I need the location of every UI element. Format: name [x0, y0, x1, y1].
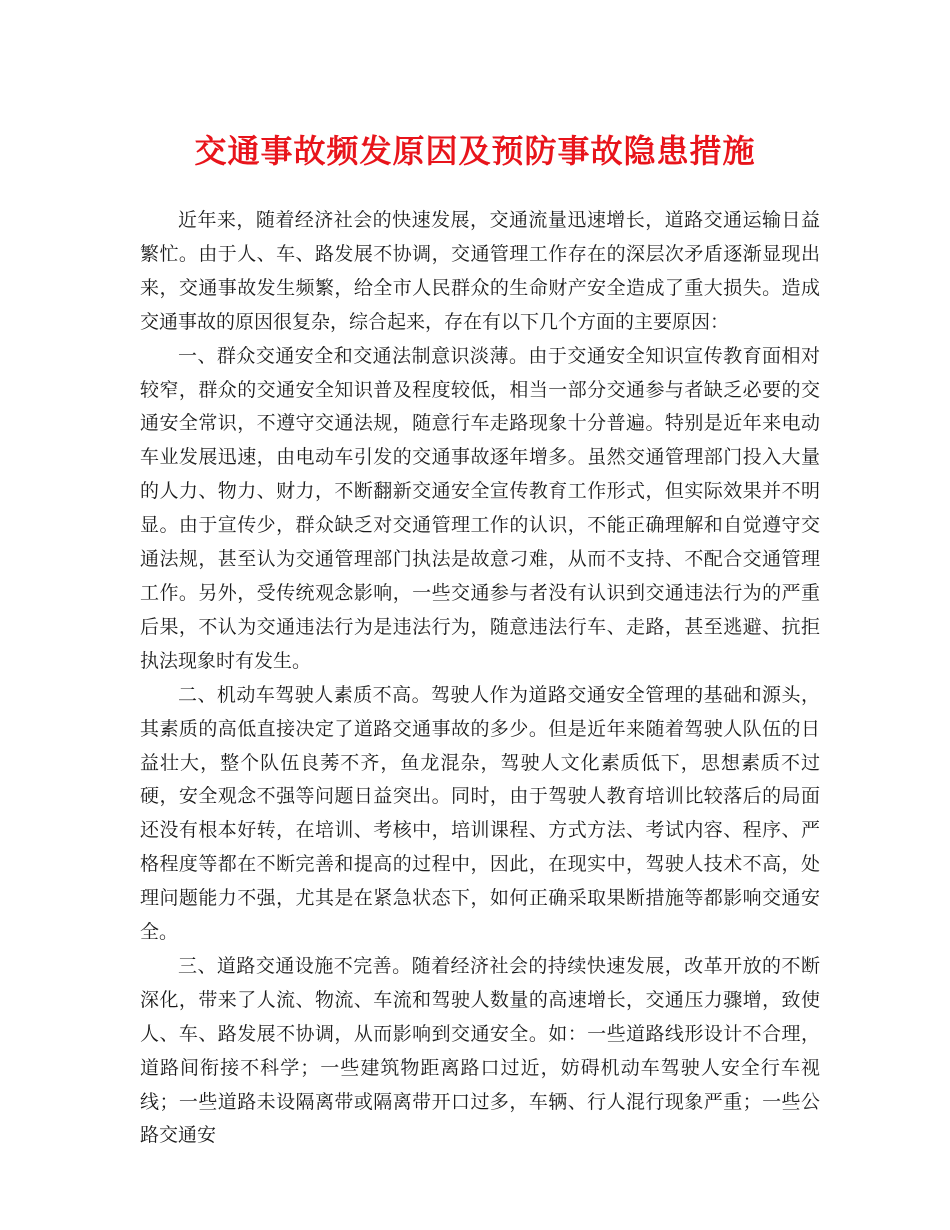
document-title: 交通事故频发原因及预防事故隐患措施	[194, 132, 756, 170]
document-body	[140, 204, 820, 1153]
reason-three-paragraph: 三、道路交通设施不完善。随着经济社会的持续快速发展，改革开放的不断深化，带来了人流、物流、车流和驾驶人数量的高速增长，交通压力骤增，致使人、车、路发展不协调，从而影响到交通安全。如：一些道路线形设计不合理，道路间衔接不科学；一些建筑物距离路口过近，妨碍机动车驾驶人安全行车视线；一些道路未设隔离带或隔离带开口过多，车辆、行人混行现象严重；一些公路交通安	[140, 954, 820, 1147]
reason-one-paragraph: 一、群众交通安全和交通法制意识淡薄。由于交通安全知识宣传教育面相对较窄，群众的交通安全知识普及程度较低，相当一部分交通参与者缺乏必要的交通安全常识，不遵守交通法规，随意行车走路现象十分普遍。特别是近年来电动车业发展迅速，由电动车引发的交通事故逐年增多。虽然交通管理部门投入大量的人力、物力、财力，不断翻新交通安全宣传教育工作形式，但实际效果并不明显。由于宣传少，群众缺乏对交通管理工作的认识，不能正确理解和自觉遵守交通法规，甚至认为交通管理部门执法是故意刁难，从而不支持、不配合交通管理工作。另外，受传统观念影响，一些交通参与者没有认识到交通违法行为的严重后果，不认为交通违法行为是违法行为，随意违法行车、走路，甚至逃避、抗拒执法现象时有发生。	[140, 344, 820, 672]
reason-two-paragraph: 二、机动车驾驶人素质不高。驾驶人作为道路交通安全管理的基础和源头，其素质的高低直接决定了道路交通事故的多少。但是近年来随着驾驶人队伍的日益壮大，整个队伍良莠不齐，鱼龙混杂，驾驶人文化素质低下，思想素质不过硬，安全观念不强等问题日益突出。同时，由于驾驶人教育培训比较落后的局面还没有根本好转，在培训、考核中，培训课程、方式方法、考试内容、程序、严格程度等都在不断完善和提高的过程中，因此，在现实中，驾驶人技术不高，处理问题能力不强，尤其是在紧急状态下，如何正确采取果断措施等都影响交通安全。	[140, 683, 820, 944]
intro-paragraph: 近年来，随着经济社会的快速发展，交通流量迅速增长，道路交通运输日益繁忙。由于人、车、路发展不协调，交通管理工作存在的深层次矛盾逐渐显现出来，交通事故发生频繁，给全市人民群众的生命财产安全造成了重大损失。造成交通事故的原因很复杂，综合起来，存在有以下几个方面的主要原因：	[140, 209, 820, 333]
